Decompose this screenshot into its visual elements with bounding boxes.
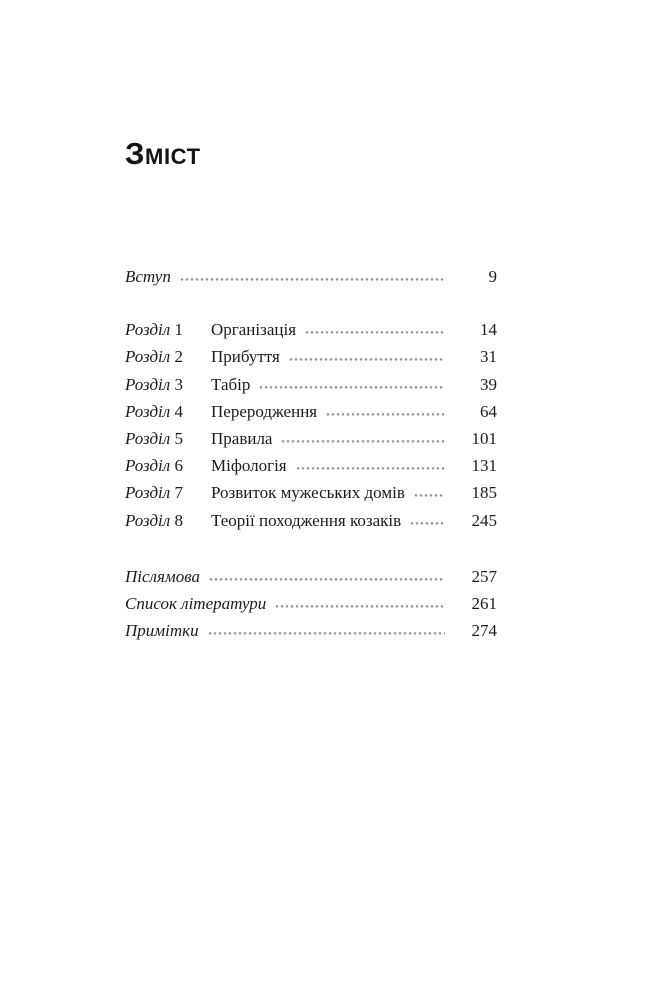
toc-row	[125, 371, 497, 398]
toc-row	[125, 425, 497, 452]
dot-leader	[208, 617, 445, 644]
dot-leader	[289, 343, 445, 370]
chapter-label	[125, 479, 211, 506]
toc-row	[125, 617, 497, 644]
page-number: 101	[471, 428, 497, 448]
chapter-number: 3	[174, 374, 183, 394]
page-title: Зміст	[125, 136, 201, 171]
chapter-label	[125, 398, 211, 425]
dot-leader	[281, 425, 445, 452]
toc-row	[125, 343, 497, 370]
page-number: 245	[471, 510, 497, 530]
chapter-title: Розвиток мужеських домів	[211, 483, 405, 503]
toc-row	[125, 590, 497, 617]
chapter-number: 1	[174, 320, 183, 340]
chapter-label	[125, 507, 211, 534]
toc-row	[125, 507, 497, 534]
dot-leader	[275, 590, 445, 617]
chapter-number: 7	[174, 483, 183, 503]
dot-leader	[410, 507, 445, 534]
page-number: 185	[471, 483, 497, 503]
chapter-title: Міфологія	[211, 456, 287, 476]
dot-leader	[414, 479, 445, 506]
toc-row	[125, 398, 497, 425]
chapter-word: Розділ	[125, 374, 171, 394]
chapter-label	[125, 452, 211, 479]
chapter-word: Розділ	[125, 347, 171, 367]
toc-backmatter-section	[125, 563, 497, 645]
toc-entry-label: Список літератури	[125, 593, 267, 613]
dot-leader	[305, 316, 445, 343]
toc-entry-label: Післямова	[125, 566, 200, 586]
dot-leader	[259, 371, 445, 398]
toc-row	[125, 479, 497, 506]
dot-leader	[326, 398, 445, 425]
chapter-word: Розділ	[125, 428, 171, 448]
dot-leader	[180, 263, 445, 290]
chapter-title: Правила	[211, 428, 273, 448]
chapter-label	[125, 425, 211, 452]
chapter-word: Розділ	[125, 456, 171, 476]
chapter-number: 4	[174, 401, 183, 421]
page-number: 14	[480, 320, 497, 340]
chapter-label	[125, 371, 211, 398]
page-number: 9	[488, 267, 497, 286]
dot-leader	[296, 452, 445, 479]
toc-intro-section	[125, 263, 497, 290]
chapter-number: 2	[174, 347, 183, 367]
page-number: 31	[480, 347, 497, 367]
chapter-title: Табір	[211, 374, 251, 394]
chapter-title: Теорії походження козаків	[211, 510, 402, 530]
toc-row	[125, 452, 497, 479]
chapter-word: Розділ	[125, 483, 171, 503]
toc-row	[125, 263, 497, 290]
chapter-title: Переродження	[211, 401, 318, 421]
page-number: 39	[480, 374, 497, 394]
dot-leader	[209, 563, 445, 590]
chapter-title: Організація	[211, 320, 297, 340]
chapter-number: 8	[174, 510, 183, 530]
toc-row	[125, 316, 497, 343]
toc-entry-label: Вступ	[125, 267, 171, 286]
page-number: 257	[471, 566, 497, 586]
toc-page	[125, 0, 497, 1000]
chapter-number: 5	[174, 428, 183, 448]
page-number: 131	[471, 456, 497, 476]
toc-entry-label: Примітки	[125, 621, 199, 641]
toc-row	[125, 563, 497, 590]
chapter-word: Розділ	[125, 401, 171, 421]
page-number: 261	[471, 593, 497, 613]
page-number: 274	[471, 621, 497, 641]
chapter-word: Розділ	[125, 510, 171, 530]
chapter-number: 6	[174, 456, 183, 476]
page-number: 64	[480, 401, 497, 421]
chapter-label	[125, 343, 211, 370]
chapter-label	[125, 316, 211, 343]
chapter-title: Прибуття	[211, 347, 280, 367]
chapter-word: Розділ	[125, 320, 171, 340]
toc-chapters-section	[125, 316, 497, 534]
